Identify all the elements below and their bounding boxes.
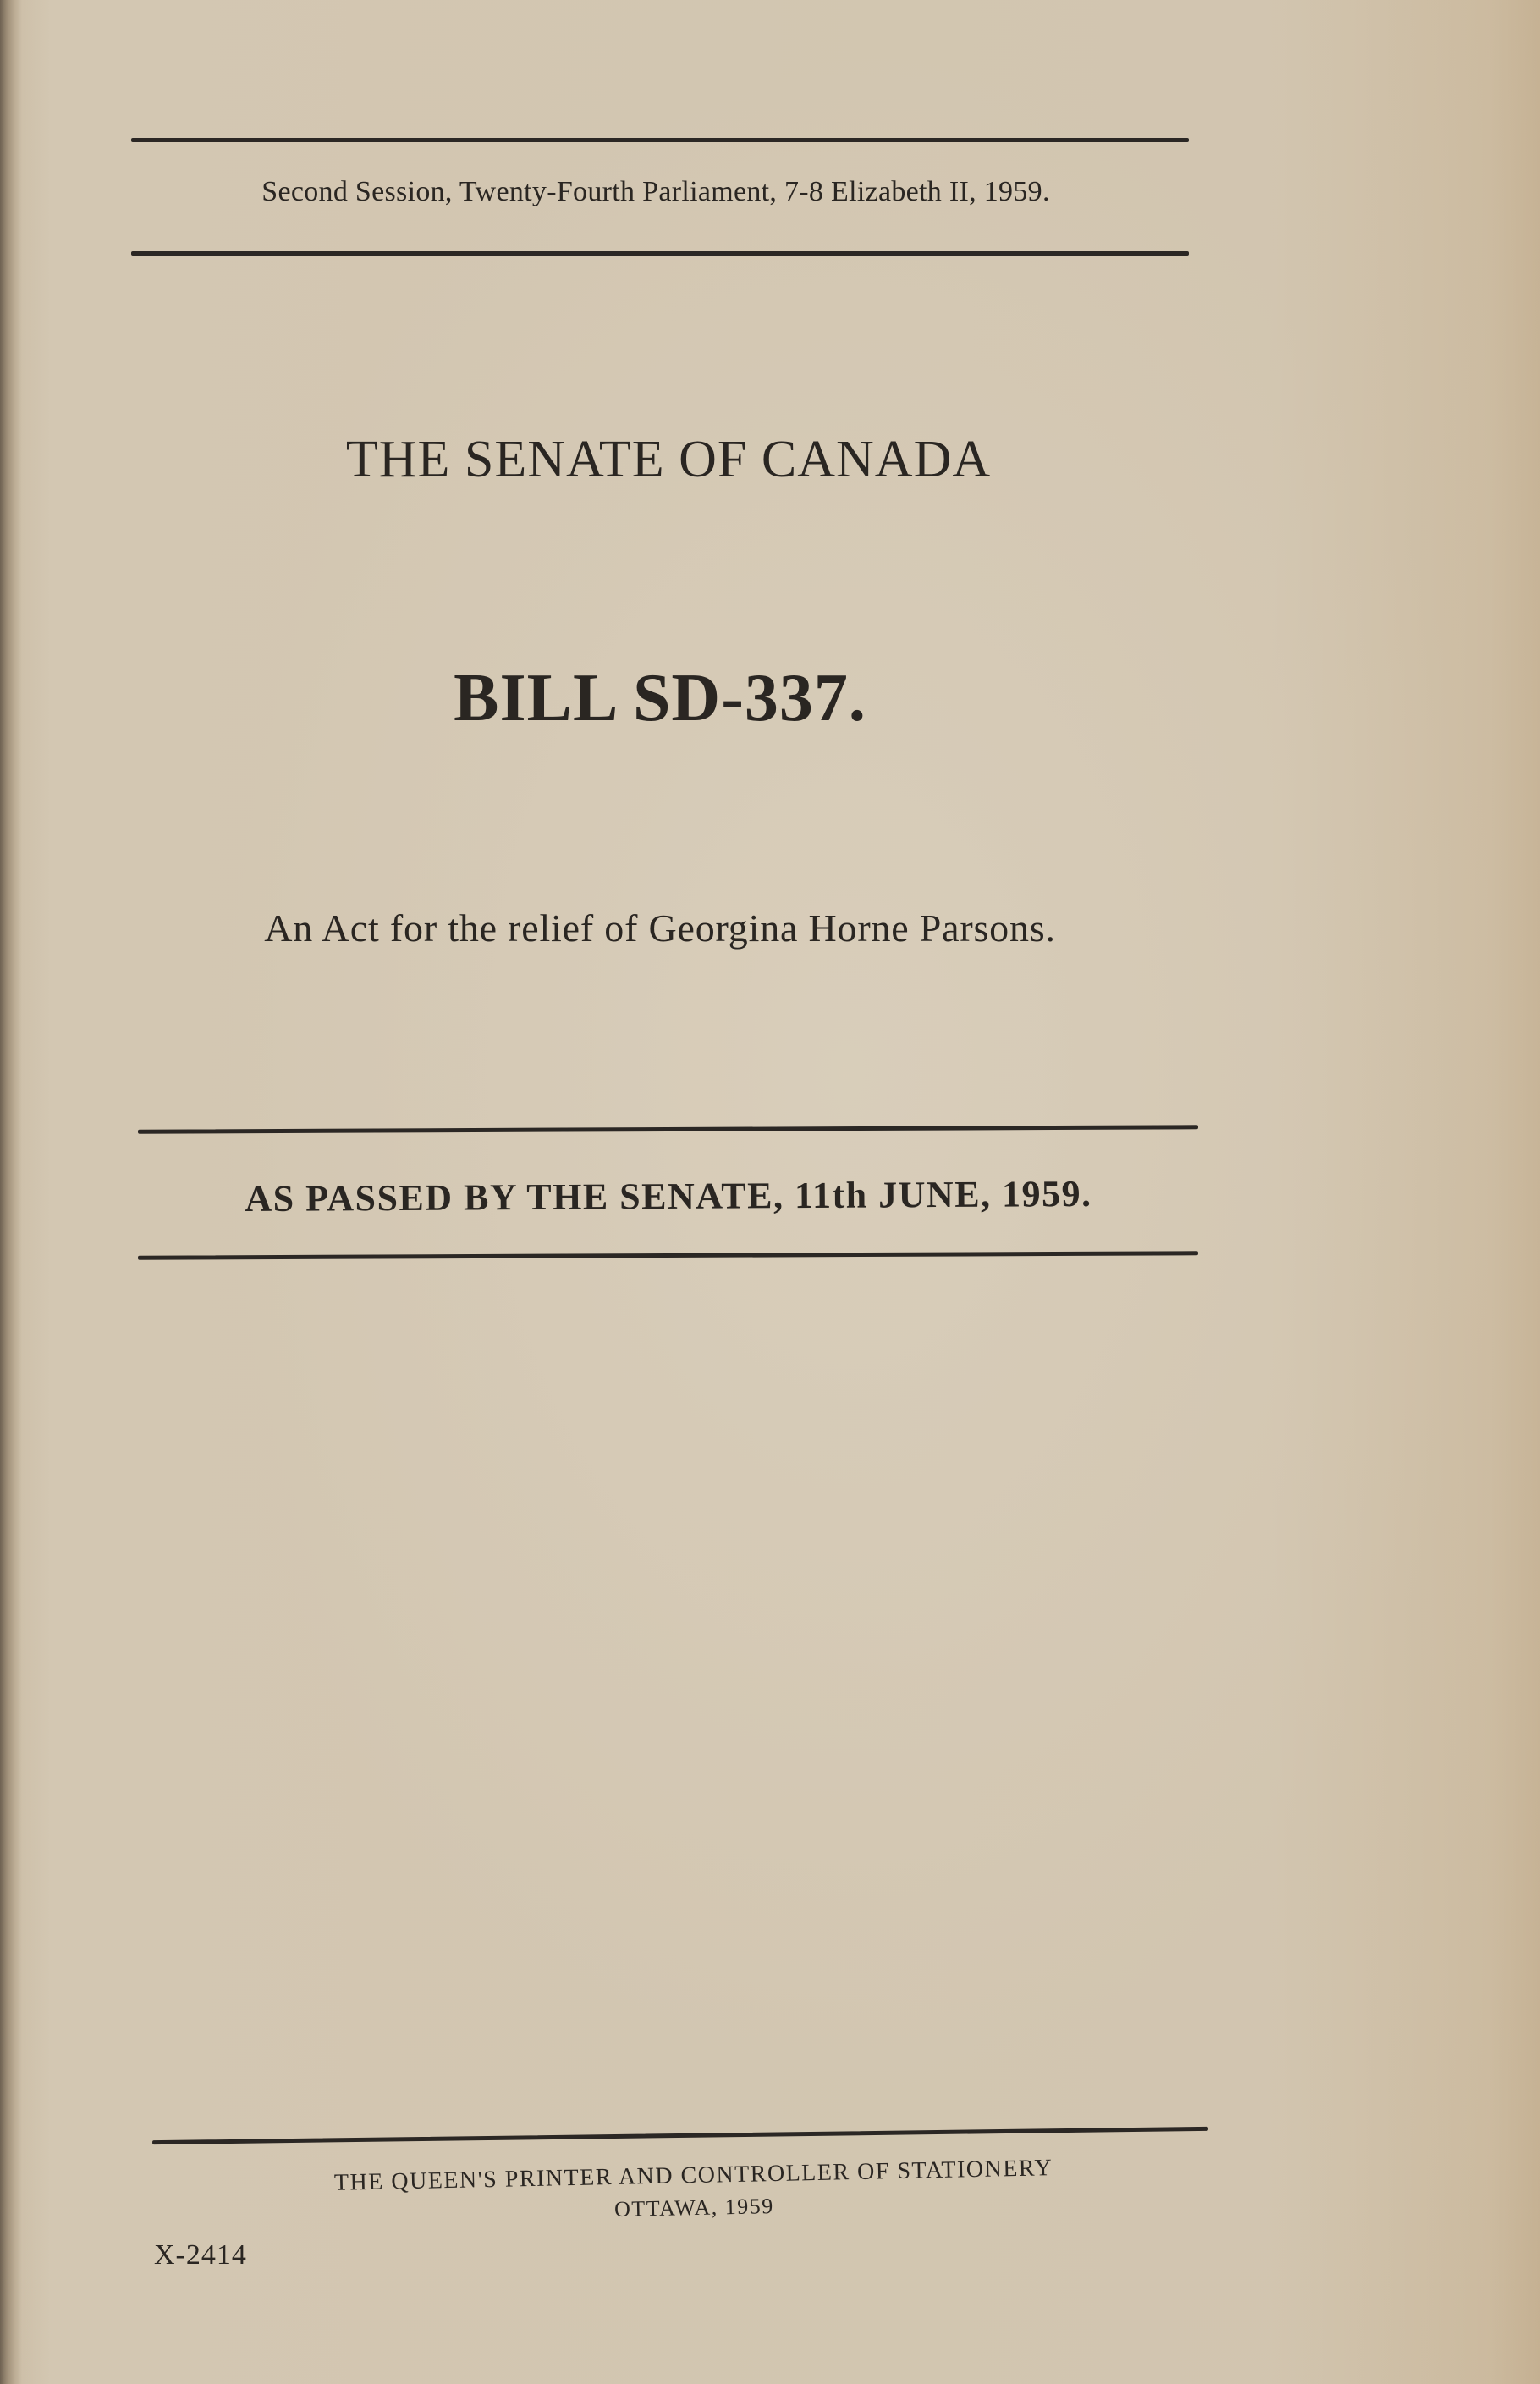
top-rule-upper: [131, 138, 1189, 142]
printer-imprint: [211, 2150, 1176, 2234]
document-code: X-2414: [154, 2239, 247, 2271]
act-title: An Act for the relief of Georgina Horne Parsons.: [264, 906, 1056, 950]
binding-edge: [0, 0, 22, 2384]
printer-name: THE QUEEN'S PRINTER AND CONTROLLER OF STATIONERY: [333, 2155, 1053, 2196]
footer-rule: [152, 2127, 1208, 2144]
status-rule-lower: [138, 1251, 1198, 1259]
bill-number: BILL SD-337.: [454, 661, 866, 735]
senate-heading: THE SENATE OF CANADA: [345, 431, 992, 488]
printer-place-year: OTTAWA, 1959: [613, 2194, 774, 2222]
top-rule-lower: [131, 251, 1189, 256]
status-rule-upper: [138, 1125, 1198, 1133]
session-line: Second Session, Twenty-Fourth Parliament, 7-8 Elizabeth II, 1959.: [261, 176, 1050, 207]
passed-status: AS PASSED BY THE SENATE, 11th JUNE, 1959.: [245, 1172, 1092, 1220]
